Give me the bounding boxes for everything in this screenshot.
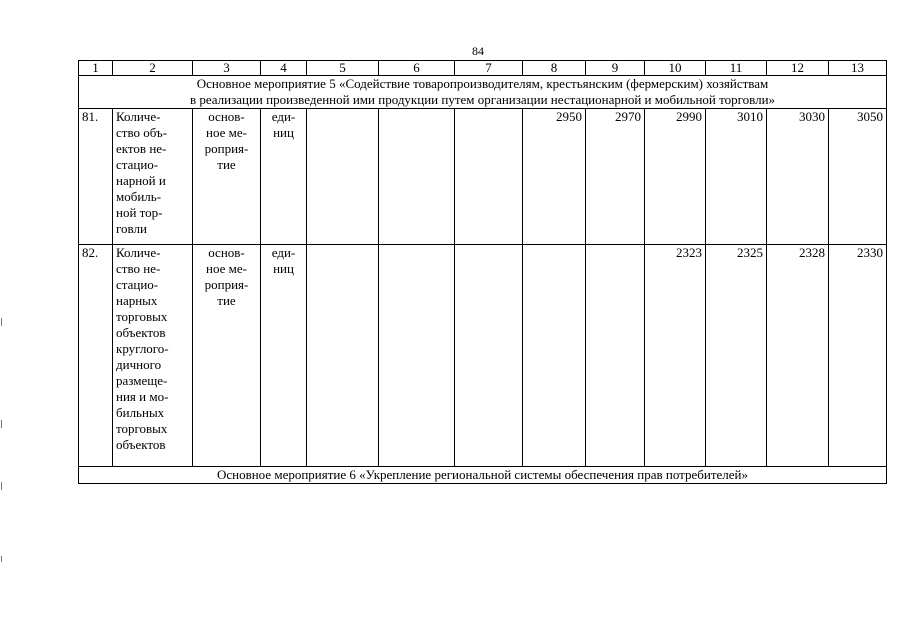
section-5-row	[79, 76, 887, 109]
value-cell: 2328	[767, 245, 829, 467]
indicator-type-line: тие	[217, 157, 236, 172]
value-cell	[379, 245, 455, 467]
indicator-name-line: объектов	[116, 437, 166, 452]
indicator-name-line: ния и мо-	[116, 389, 169, 404]
value-cell: 2323	[645, 245, 706, 467]
indicator-name	[113, 109, 193, 245]
indicator-name	[113, 245, 193, 467]
indicator-name-line: дичного	[116, 357, 162, 372]
indicator-name-line: ство объ-	[116, 125, 168, 140]
value-cell	[455, 245, 523, 467]
indicator-name-line: говли	[116, 221, 147, 236]
value-cell: 2325	[706, 245, 767, 467]
indicator-type-line: основ-	[208, 109, 245, 124]
row-number: 81.	[79, 109, 113, 245]
indicator-type-line: роприя-	[204, 141, 249, 156]
table-row-82	[79, 245, 887, 467]
value-cell	[307, 109, 379, 245]
indicator-name-line: мобиль-	[116, 189, 162, 204]
unit-line: еди-	[271, 245, 296, 260]
unit-line: ниц	[273, 125, 294, 140]
indicator-name-line: нарных	[116, 293, 158, 308]
section-5-line-1: Основное мероприятие 5 «Содействие товаропроизводителям, крестьянским (фермерским) хозяйствам	[196, 76, 769, 91]
value-cell: 2970	[586, 109, 645, 245]
column-number: 6	[379, 61, 455, 76]
column-number-row	[79, 61, 887, 76]
section-6-row	[79, 467, 887, 484]
column-number: 5	[307, 61, 379, 76]
value-cell	[307, 245, 379, 467]
indicator-name-line: стацио-	[116, 277, 159, 292]
indicator-name-line: размеще-	[116, 373, 168, 388]
value-cell	[586, 245, 645, 467]
indicator-type-line: ное ме-	[206, 125, 247, 140]
indicator-type-line: основ-	[208, 245, 245, 260]
unit	[261, 109, 307, 245]
indicator-name-line: Количе-	[116, 245, 161, 260]
column-number: 9	[586, 61, 645, 76]
column-number: 3	[193, 61, 261, 76]
value-cell	[379, 109, 455, 245]
column-number: 2	[113, 61, 193, 76]
indicator-name-line: нарной и	[116, 173, 166, 188]
unit-line: еди-	[271, 109, 296, 124]
indicator-name-line: ектов не-	[116, 141, 167, 156]
indicator-name-line: стацио-	[116, 157, 159, 172]
column-number: 4	[261, 61, 307, 76]
indicator-name-line: Количе-	[116, 109, 161, 124]
indicator-type	[193, 109, 261, 245]
column-number: 8	[523, 61, 586, 76]
indicator-type-line: роприя-	[204, 277, 249, 292]
value-cell: 3050	[829, 109, 887, 245]
value-cell: 2950	[523, 109, 586, 245]
indicator-name-line: торговых	[116, 421, 168, 436]
section-5-heading	[79, 76, 887, 109]
value-cell: 2330	[829, 245, 887, 467]
indicator-name-line: бильных	[116, 405, 165, 420]
value-cell	[455, 109, 523, 245]
column-number: 11	[706, 61, 767, 76]
indicator-name-line: круглого-	[116, 341, 169, 356]
indicator-name-line: торговых	[116, 309, 168, 324]
indicators-table	[78, 60, 887, 484]
table-row-81	[79, 109, 887, 245]
section-5-line-2: в реализации произведенной ими продукции путем организации нестационарной и мобильной торговли»	[189, 92, 776, 107]
value-cell: 2990	[645, 109, 706, 245]
column-number: 7	[455, 61, 523, 76]
indicator-type	[193, 245, 261, 467]
column-number: 10	[645, 61, 706, 76]
indicator-type-line: ное ме-	[206, 261, 247, 276]
row-number: 82.	[79, 245, 113, 467]
section-6-heading: Основное мероприятие 6 «Укрепление региональной системы обеспечения прав потребителей»	[79, 467, 887, 484]
column-number: 13	[829, 61, 887, 76]
unit-line: ниц	[273, 261, 294, 276]
column-number: 12	[767, 61, 829, 76]
value-cell: 3010	[706, 109, 767, 245]
value-cell: 3030	[767, 109, 829, 245]
indicator-type-line: тие	[217, 293, 236, 308]
indicator-name-line: объектов	[116, 325, 166, 340]
indicator-name-line: ной тор-	[116, 205, 163, 220]
column-number: 1	[79, 61, 113, 76]
unit	[261, 245, 307, 467]
indicator-name-line: ство не-	[116, 261, 161, 276]
page-number: 84	[472, 44, 484, 58]
value-cell	[523, 245, 586, 467]
